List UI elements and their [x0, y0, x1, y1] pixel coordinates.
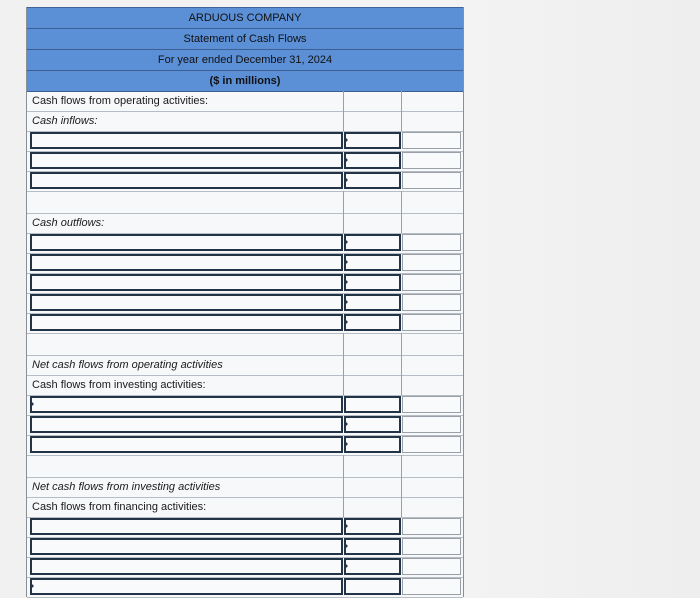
row-outflow-5[interactable]	[27, 313, 463, 334]
dropdown-caret-icon[interactable]	[344, 278, 348, 286]
investing-3-amount-input[interactable]	[344, 436, 401, 453]
row-spacer	[27, 455, 463, 478]
net-investing-label: Net cash flows from investing activities	[32, 481, 221, 493]
financing-4-total-cell	[402, 578, 461, 595]
outflow-3-amount-input[interactable]	[344, 274, 401, 291]
row-outflow-4[interactable]	[27, 293, 463, 314]
statement-units: ($ in millions)	[27, 71, 463, 92]
row-investing-3[interactable]	[27, 435, 463, 456]
dropdown-caret-icon[interactable]	[344, 176, 348, 184]
row-inflow-3[interactable]	[27, 171, 463, 192]
outflow-3-description-input[interactable]	[30, 274, 343, 291]
cash-inflows-label: Cash inflows:	[32, 115, 98, 127]
row-financing-1[interactable]	[27, 517, 463, 538]
financing-3-amount-input[interactable]	[344, 558, 401, 575]
statement-period: For year ended December 31, 2024	[27, 50, 463, 71]
outflow-5-description-input[interactable]	[30, 314, 343, 331]
row-outflow-2[interactable]	[27, 253, 463, 274]
outflow-2-amount-input[interactable]	[344, 254, 401, 271]
inflow-2-description-input[interactable]	[30, 152, 343, 169]
financing-3-description-input[interactable]	[30, 558, 343, 575]
investing-3-description-input[interactable]	[30, 436, 343, 453]
investing-1-description-input[interactable]	[30, 396, 343, 413]
investing-1-total-cell	[402, 396, 461, 413]
dropdown-caret-icon[interactable]	[344, 522, 348, 530]
outflow-2-description-input[interactable]	[30, 254, 343, 271]
outflow-4-total-cell	[402, 294, 461, 311]
row-inflow-2[interactable]	[27, 151, 463, 172]
row-investing-header	[27, 375, 463, 396]
cash-outflows-label: Cash outflows:	[32, 217, 105, 229]
inflow-1-total-cell	[402, 132, 461, 149]
inflow-1-description-input[interactable]	[30, 132, 343, 149]
dropdown-caret-icon[interactable]	[344, 420, 348, 428]
outflow-5-total-cell	[402, 314, 461, 331]
financing-4-description-input[interactable]	[30, 578, 343, 595]
outflow-4-amount-input[interactable]	[344, 294, 401, 311]
financing-1-amount-input[interactable]	[344, 518, 401, 535]
outflow-2-total-cell	[402, 254, 461, 271]
investing-header-label: Cash flows from investing activities:	[32, 379, 206, 391]
inflow-1-amount-input[interactable]	[344, 132, 401, 149]
outflow-1-description-input[interactable]	[30, 234, 343, 251]
financing-2-description-input[interactable]	[30, 538, 343, 555]
dropdown-caret-icon[interactable]	[344, 156, 348, 164]
row-financing-3[interactable]	[27, 557, 463, 578]
row-net-operating	[27, 355, 463, 376]
financing-1-description-input[interactable]	[30, 518, 343, 535]
financing-1-total-cell	[402, 518, 461, 535]
financing-4-amount-input[interactable]	[344, 578, 401, 595]
outflow-1-total-cell	[402, 234, 461, 251]
outflow-1-amount-input[interactable]	[344, 234, 401, 251]
row-inflow-1[interactable]	[27, 131, 463, 152]
row-outflow-3[interactable]	[27, 273, 463, 294]
dropdown-caret-icon[interactable]	[344, 298, 348, 306]
row-cash-outflows	[27, 213, 463, 234]
financing-2-total-cell	[402, 538, 461, 555]
dropdown-caret-icon[interactable]	[344, 318, 348, 326]
statement-title: Statement of Cash Flows	[27, 29, 463, 50]
operating-header-label: Cash flows from operating activities:	[32, 95, 209, 107]
row-net-investing	[27, 477, 463, 498]
inflow-2-amount-input[interactable]	[344, 152, 401, 169]
row-operating-header	[27, 91, 463, 112]
dropdown-caret-icon[interactable]	[344, 440, 348, 448]
inflow-3-description-input[interactable]	[30, 172, 343, 189]
financing-3-total-cell	[402, 558, 461, 575]
net-operating-label: Net cash flows from operating activities	[32, 359, 223, 371]
row-spacer	[27, 191, 463, 214]
inflow-2-total-cell	[402, 152, 461, 169]
company-name: ARDUOUS COMPANY	[27, 8, 463, 29]
dropdown-caret-icon[interactable]	[344, 542, 348, 550]
outflow-3-total-cell	[402, 274, 461, 291]
row-investing-2[interactable]	[27, 415, 463, 436]
row-investing-1[interactable]	[27, 395, 463, 416]
cash-flow-statement-sheet	[26, 7, 464, 597]
investing-2-total-cell	[402, 416, 461, 433]
dropdown-caret-icon[interactable]	[30, 582, 34, 590]
outflow-4-description-input[interactable]	[30, 294, 343, 311]
row-outflow-1[interactable]	[27, 233, 463, 254]
dropdown-caret-icon[interactable]	[344, 238, 348, 246]
outflow-5-amount-input[interactable]	[344, 314, 401, 331]
inflow-3-amount-input[interactable]	[344, 172, 401, 189]
row-financing-header	[27, 497, 463, 518]
dropdown-caret-icon[interactable]	[344, 562, 348, 570]
financing-2-amount-input[interactable]	[344, 538, 401, 555]
dropdown-caret-icon[interactable]	[30, 400, 34, 408]
dropdown-caret-icon[interactable]	[344, 136, 348, 144]
investing-3-total-cell	[402, 436, 461, 453]
inflow-3-total-cell	[402, 172, 461, 189]
financing-header-label: Cash flows from financing activities:	[32, 501, 207, 513]
dropdown-caret-icon[interactable]	[344, 258, 348, 266]
row-financing-2[interactable]	[27, 537, 463, 558]
statement-header	[27, 7, 463, 92]
investing-1-amount-input[interactable]	[344, 396, 401, 413]
investing-2-description-input[interactable]	[30, 416, 343, 433]
investing-2-amount-input[interactable]	[344, 416, 401, 433]
row-cash-inflows	[27, 111, 463, 132]
row-spacer	[27, 333, 463, 356]
